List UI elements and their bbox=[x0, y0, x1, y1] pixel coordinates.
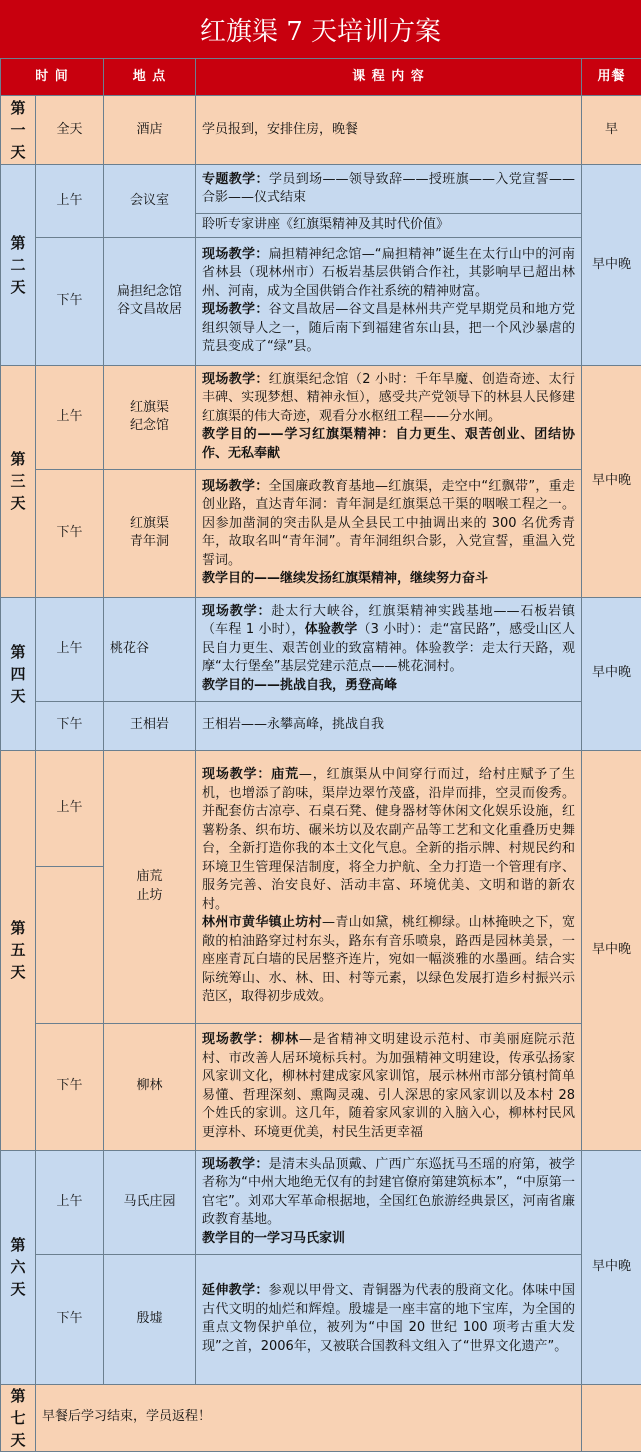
day6-pm-row bbox=[1, 1254, 641, 1384]
day3-am-row bbox=[1, 365, 641, 469]
day2-am-content2: 聆听专家讲座《红旗渠精神及其时代价值》 bbox=[196, 214, 582, 238]
day5-pm-content1-text: —是省精神文明建设示范村、市美丽庭院示范村、市改善人居环境标兵村。为加强精神文明建设，传承弘扬家风家训文化，柳林村建成家风家训馆，展示林州市部分镇村简单易懂、哲理深刻、熏陶灵魂、引人深思的家风家训以及本村 28 个姓氏的家训。这几年，随着家风家训的入脑入心，柳林村民风更淳朴、环境更优美，村民生活更幸福 bbox=[202, 1032, 575, 1140]
day1-time: 全天 bbox=[36, 96, 104, 165]
day2-am-time: 上午 bbox=[36, 165, 104, 238]
day4-am-row bbox=[1, 597, 641, 701]
day1-row bbox=[1, 96, 641, 165]
day2-am-content1-text: 学员到场——领导致辞——授班旗——入党宣誓——合影——仪式结束 bbox=[202, 172, 575, 206]
day7-label: 第 七 天 bbox=[1, 1384, 36, 1451]
day5-am-row1 bbox=[1, 750, 641, 866]
day5-pm-row bbox=[1, 1023, 641, 1150]
day5-am-content2-text: —青山如黛，桃红柳绿。山林掩映之下，宽敞的柏油路穿过村东头，路东有音乐喷泉，路西是园林美景，一座座青瓦白墙的民居整齐连片，宛如一幅淡雅的水墨画。结合实际统筹山、水、林、田、村等元素，以绿色发展打造乡村振兴示范区，取得初步成效。 bbox=[202, 915, 575, 1004]
day1-place: 酒店 bbox=[104, 96, 196, 165]
day7-meal bbox=[582, 1384, 641, 1451]
day4-pm-time: 下午 bbox=[36, 701, 104, 750]
day6-pm-content bbox=[196, 1254, 582, 1384]
day2-meal: 早中晚 bbox=[582, 165, 641, 366]
day6-pm-place: 殷墟 bbox=[104, 1254, 196, 1384]
day2-label: 第 二 天 bbox=[1, 165, 36, 366]
day3-am-content1-bold: 现场教学： bbox=[202, 372, 269, 387]
day6-am-content bbox=[196, 1150, 582, 1254]
header-place: 地 点 bbox=[104, 59, 196, 96]
day1-label: 第 一 天 bbox=[1, 96, 36, 165]
day2-am-place: 会议室 bbox=[104, 165, 196, 238]
day3-pm-content1-bold: 现场教学： bbox=[202, 479, 269, 494]
day4-label: 第 四 天 bbox=[1, 597, 36, 750]
day3-pm-time: 下午 bbox=[36, 469, 104, 597]
day5-label: 第 五 天 bbox=[1, 750, 36, 1150]
day4-pm-place: 王相岩 bbox=[104, 701, 196, 750]
day4-am-content2-bold: 教学目的——挑战自我，勇登高峰 bbox=[202, 678, 397, 693]
day2-pm-content2-bold: 现场教学： bbox=[202, 302, 269, 317]
day3-am-place: 红旗渠 纪念馆 bbox=[104, 365, 196, 469]
day1-content: 学员报到，安排住房，晚餐 bbox=[196, 96, 582, 165]
schedule-table bbox=[0, 58, 641, 1452]
day5-am-place: 庙荒 止坊 bbox=[104, 750, 196, 1023]
day3-pm-place: 红旗渠 青年洞 bbox=[104, 469, 196, 597]
day6-am-content1-bold: 现场教学： bbox=[202, 1157, 269, 1172]
day4-am-time: 上午 bbox=[36, 597, 104, 701]
day6-pm-content1-bold: 延伸教学： bbox=[202, 1283, 269, 1298]
day2-pm-row bbox=[1, 237, 641, 365]
day5-meal: 早中晚 bbox=[582, 750, 641, 1150]
header-meal: 用餐 bbox=[582, 59, 641, 96]
day2-pm-content bbox=[196, 237, 582, 365]
day6-am-time: 上午 bbox=[36, 1150, 104, 1254]
day3-meal: 早中晚 bbox=[582, 365, 641, 597]
day4-pm-content: 王相岩——永攀高峰，挑战自我 bbox=[196, 701, 582, 750]
day4-am-content1-text2: （3 小时）：走“富民路”，感受山区人民自力更生、艰苦创业的致富精神。体验教学：走太行天路，观摩“太行堡垒”基层党建示范点——桃花洞村。 bbox=[202, 622, 575, 674]
day4-meal: 早中晚 bbox=[582, 597, 641, 750]
day2-am-content1 bbox=[196, 165, 582, 214]
day2-am-content1-bold: 专题教学： bbox=[202, 172, 269, 187]
day6-am-place: 马氏庄园 bbox=[104, 1150, 196, 1254]
day6-meal: 早中晚 bbox=[582, 1150, 641, 1384]
day4-am-content1-bold2: 体验教学 bbox=[305, 622, 358, 637]
day2-pm-place: 扁担纪念馆 谷文昌故居 bbox=[104, 237, 196, 365]
day5-am-content1-text: —，红旗渠从中间穿行而过，给村庄赋予了生机，也增添了韵味，渠岸边翠竹茂盛，沿岸而排，空灵而俊秀。并配套仿古凉亭、石桌石凳、健身器材等休闲文化娱乐设施，红薯粉条、织布坊、碾米坊以及农副产品等工艺和文化重叠历史舞台，全新打造你我的本土文化气息。全新的指示牌、村规民约和环境卫生管理保洁制度，将全力护航、全力打造一个管理有序、服务完善、治安良好、活动丰富、环境优美、文明和谐的新农村。 bbox=[202, 767, 575, 912]
day1-meal: 早 bbox=[582, 96, 641, 165]
day5-pm-content1-bold: 现场教学：柳林 bbox=[202, 1032, 299, 1047]
day5-am-content bbox=[196, 750, 582, 1023]
day6-label: 第 六 天 bbox=[1, 1150, 36, 1384]
day3-am-content1-text: 红旗渠纪念馆（2 小时：千年旱魔、创造奇迹、太行丰碑、实现梦想、精神永恒），感受共产党领导下的林县人民修建红旗渠的伟大奇迹，观看分水枢纽工程——分水闸。 bbox=[202, 372, 575, 424]
day3-label: 第 三 天 bbox=[1, 365, 36, 597]
day3-pm-content bbox=[196, 469, 582, 597]
day5-pm-place: 柳林 bbox=[104, 1023, 196, 1150]
day2-pm-content2-text: 谷文昌故居—谷文昌是林州共产党早期党员和地方党组织领导人之一，随后南下到福建省东山县，把一个风沙暴虐的荒县变成了“绿”县。 bbox=[202, 302, 575, 354]
day4-am-content1-bold: 现场教学： bbox=[202, 604, 271, 619]
day7-row bbox=[1, 1384, 641, 1451]
day3-am-content bbox=[196, 365, 582, 469]
day3-pm-content1-text: 全国廉政教育基地—红旗渠，走空中“红飘带”，重走创业路，直达青年洞：青年洞是红旗渠总干渠的咽喉工程之一。因参加凿洞的突击队是从全县民工中抽调出来的 300 名优秀青年，故取名叫“青年洞”。青年洞组织合影，入党宣誓，重温入党誓词。 bbox=[202, 479, 575, 568]
header-time: 时 间 bbox=[1, 59, 104, 96]
day4-pm-row bbox=[1, 701, 641, 750]
day5-am-content2-bold: 林州市黄华镇止坊村 bbox=[202, 915, 322, 930]
day4-am-content1-text: 赴太行大峡谷，红旗渠精神实践基地——石板岩镇（车程 1 小时）， bbox=[202, 604, 575, 638]
day6-pm-content1-text: 参观以甲骨文、青铜器为代表的殷商文化。体味中国古代文明的灿烂和辉煌。殷墟是一座丰富的地下宝库，为全国的重点文物保护单位，被列为“中国 20 世纪 100 项考古重大发现”之首，2006年，又被联合国教科文组入了“世界文化遗产”。 bbox=[202, 1283, 575, 1354]
day7-content: 早餐后学习结束，学员返程！ bbox=[36, 1384, 582, 1451]
day2-pm-time: 下午 bbox=[36, 237, 104, 365]
day2-pm-content1-bold: 现场教学： bbox=[202, 247, 269, 262]
day5-am-time: 上午 bbox=[36, 750, 104, 866]
day6-am-content1-text: 是清末头品顶戴、广西广东巡抚马丕瑶的府第，被学者称为“中州大地绝无仅有的封建官僚府第建筑标本”，“中原第一官宅”。刘邓大军革命根据地，全国红色旅游经典景区，河南省廉政教育基地。 bbox=[202, 1157, 575, 1228]
day2-pm-content1-text: 扁担精神纪念馆—“扁担精神”诞生在太行山中的河南省林县（现林州市）石板岩基层供销合作社，其影响早已超出林州、河南，成为全国供销合作社系统的精神财富。 bbox=[202, 247, 575, 299]
day3-pm-row bbox=[1, 469, 641, 597]
header-row bbox=[1, 59, 641, 96]
header-content: 课 程 内 容 bbox=[196, 59, 582, 96]
day6-am-content2-bold: 教学目的一学习马氏家训 bbox=[202, 1231, 345, 1246]
day3-am-time: 上午 bbox=[36, 365, 104, 469]
day5-am-time-blank bbox=[36, 866, 104, 1023]
day4-am-content bbox=[196, 597, 582, 701]
day5-pm-content bbox=[196, 1023, 582, 1150]
day3-am-content2-bold: 教学目的——学习红旗渠精神：自力更生、艰苦创业、团结协作、无私奉献 bbox=[202, 427, 575, 461]
day6-pm-time: 下午 bbox=[36, 1254, 104, 1384]
day2-am-row1 bbox=[1, 165, 641, 214]
day4-am-place: 桃花谷 bbox=[104, 597, 196, 701]
day3-pm-content2-bold: 教学目的——继续发扬红旗渠精神，继续努力奋斗 bbox=[202, 571, 488, 586]
page-title: 红旗渠 7 天培训方案 bbox=[0, 0, 641, 58]
day6-am-row bbox=[1, 1150, 641, 1254]
day5-am-content1-bold: 现场教学：庙荒 bbox=[202, 767, 299, 782]
day5-pm-time: 下午 bbox=[36, 1023, 104, 1150]
